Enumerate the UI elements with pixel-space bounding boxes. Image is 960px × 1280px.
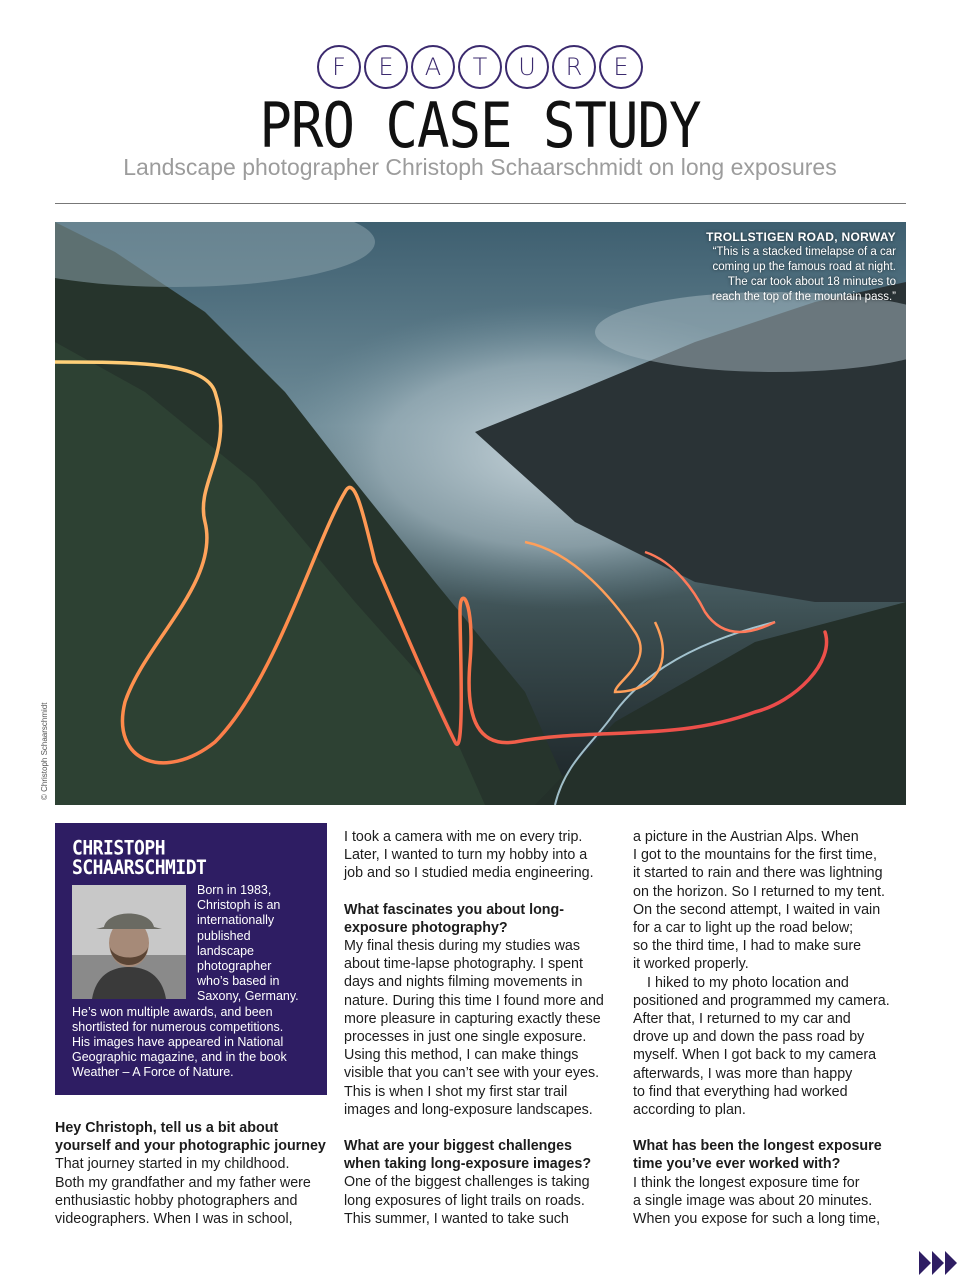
article-column-3 <box>633 828 908 1228</box>
bio-line: Geographic magazine, and in the book <box>72 1050 287 1065</box>
text-line: when taking long-exposure images? <box>344 1156 592 1173</box>
text-line: This summer, I wanted to take such <box>344 1210 569 1227</box>
text-line: time you’ve ever worked with? <box>633 1156 841 1173</box>
text-line: visible that you can’t see with your eyes. <box>344 1065 600 1082</box>
hero-photo <box>55 222 906 805</box>
text-line: afterwards, I was more than happy <box>633 1065 853 1082</box>
text-line: When you expose for such a long time, <box>633 1211 881 1228</box>
caption-line: reach the top of the mountain pass.” <box>711 291 896 303</box>
text-line: On the second attempt, I waited in vain <box>633 901 881 918</box>
answer-paragraph <box>344 937 619 1119</box>
text-line: What has been the longest exposure <box>633 1138 882 1155</box>
arrow-chevron-icon <box>932 1251 944 1275</box>
bio-line: Christoph is an <box>197 898 281 913</box>
text-line: I think the longest exposure time for <box>633 1174 860 1191</box>
text-line: a single image was about 20 minutes. <box>633 1192 873 1209</box>
page-title: PRO CASE STUDY <box>259 89 701 162</box>
text-line: images and long-exposure landscapes. <box>344 1101 593 1118</box>
text-line: it started to rain and there was lightning <box>633 865 883 882</box>
kicker-letter: R <box>552 45 596 89</box>
question-heading <box>344 1137 619 1173</box>
answer-paragraph <box>344 828 619 883</box>
bio-line: who’s based in <box>197 974 280 989</box>
caption-title: TROLLSTIGEN ROAD, NORWAY <box>706 230 896 244</box>
text-line: This is when I shot my first star trail <box>344 1083 568 1100</box>
photo-credit: © Christoph Schaarschmidt <box>40 702 49 800</box>
text-line: What fascinates you about long- <box>344 901 565 918</box>
answer-paragraph <box>633 828 908 974</box>
text-line: Later, I wanted to turn my hobby into a <box>344 847 588 864</box>
text-line: a picture in the Austrian Alps. When <box>633 829 859 845</box>
question-heading <box>55 1119 330 1155</box>
caption-line: coming up the famous road at night. <box>712 261 896 273</box>
text-line: I took a camera with me on every trip. <box>344 829 583 845</box>
bio-line: landscape <box>197 943 254 958</box>
answer-paragraph <box>55 1155 330 1228</box>
text-line: drove up and down the pass road by <box>633 1029 865 1046</box>
feature-kicker <box>0 45 960 89</box>
text-line: days and nights filming movements in <box>344 974 583 991</box>
article-column-1 <box>55 1119 330 1228</box>
bio-name-line: CHRISTOPH <box>72 836 166 860</box>
arrow-chevron-icon <box>945 1251 957 1275</box>
text-line: according to plan. <box>633 1102 746 1119</box>
text-line: exposure photography? <box>344 919 508 936</box>
text-line: on the horizon. So I returned to my tent. <box>633 883 885 900</box>
text-line: I hiked to my photo location and <box>647 974 849 991</box>
kicker-letter: F <box>317 45 361 89</box>
bio-line: photographer <box>197 959 272 974</box>
text-line: nature. During this time I found more and <box>344 992 604 1009</box>
bio-line: internationally <box>197 913 275 928</box>
text-line: positioned and programmed my camera. <box>633 992 890 1009</box>
bio-name <box>72 836 311 880</box>
text-line: Using this method, I can make things <box>344 1047 579 1064</box>
answer-paragraph <box>344 1173 619 1228</box>
answer-paragraph <box>633 1174 908 1229</box>
text-line: more pleasure in capturing exactly these <box>344 1010 601 1027</box>
text-line: I got to the mountains for the first time, <box>633 847 877 864</box>
next-page-arrow-icon[interactable] <box>919 1251 958 1275</box>
text-line: so the third time, I had to make sure <box>633 938 862 955</box>
text-line: job and so I studied media engineering. <box>344 865 594 882</box>
text-line: Hey Christoph, tell us a bit about <box>55 1120 279 1136</box>
caption-line: “This is a stacked timelapse of a car <box>712 246 896 258</box>
bio-line: His images have appeared in National <box>72 1035 284 1050</box>
bio-line: published <box>197 928 251 943</box>
bio-name-line: SCHAARSCHMIDT <box>72 856 207 880</box>
caption-line: The car took about 18 minutes to <box>727 276 896 288</box>
text-line: My final thesis during my studies was <box>344 938 580 955</box>
text-line: to find that everything had worked <box>633 1083 848 1100</box>
bio-line: shortlisted for numerous competitions. <box>72 1019 284 1034</box>
answer-paragraph <box>633 974 908 1120</box>
bio-text <box>72 883 313 1081</box>
kicker-letter: U <box>505 45 549 89</box>
bio-line: Saxony, Germany. <box>197 989 299 1004</box>
text-line: videographers. When I was in school, <box>55 1211 293 1228</box>
text-line: long exposures of light trails on roads. <box>344 1192 585 1209</box>
text-line: Both my grandfather and my father were <box>55 1174 311 1191</box>
text-line: What are your biggest challenges <box>344 1138 573 1155</box>
bio-line: Born in 1983, <box>197 883 272 897</box>
kicker-letter: A <box>411 45 455 89</box>
text-line: processes in just one single exposure. <box>344 1029 587 1046</box>
bio-line: Weather – A Force of Nature. <box>72 1065 234 1080</box>
kicker-letter: T <box>458 45 502 89</box>
hero-photo-illustration <box>55 222 906 805</box>
kicker-letter: E <box>364 45 408 89</box>
arrow-chevron-icon <box>919 1251 931 1275</box>
text-line: yourself and your photographic journey <box>55 1138 326 1155</box>
photo-caption <box>576 230 896 305</box>
text-line: After that, I returned to my car and <box>633 1011 851 1028</box>
question-heading <box>344 901 619 937</box>
text-line: One of the biggest challenges is taking <box>344 1174 590 1191</box>
kicker-letter: E <box>599 45 643 89</box>
text-line: about time-lapse photography. I spent <box>344 956 583 973</box>
header-divider <box>55 203 906 204</box>
page-subtitle: Landscape photographer Christoph Schaarschmidt on long exposures <box>123 154 837 180</box>
text-line: enthusiastic hobby photographers and <box>55 1192 298 1209</box>
text-line: for a car to light up the road below; <box>633 920 854 937</box>
bio-box <box>55 823 327 1095</box>
bio-line: He’s won multiple awards, and been <box>72 1004 273 1019</box>
question-heading <box>633 1137 908 1173</box>
text-line: That journey started in my childhood. <box>55 1156 290 1173</box>
article-column-2 <box>344 828 619 1228</box>
text-line: it worked properly. <box>633 956 749 973</box>
text-line: myself. When I got back to my camera <box>633 1047 877 1064</box>
